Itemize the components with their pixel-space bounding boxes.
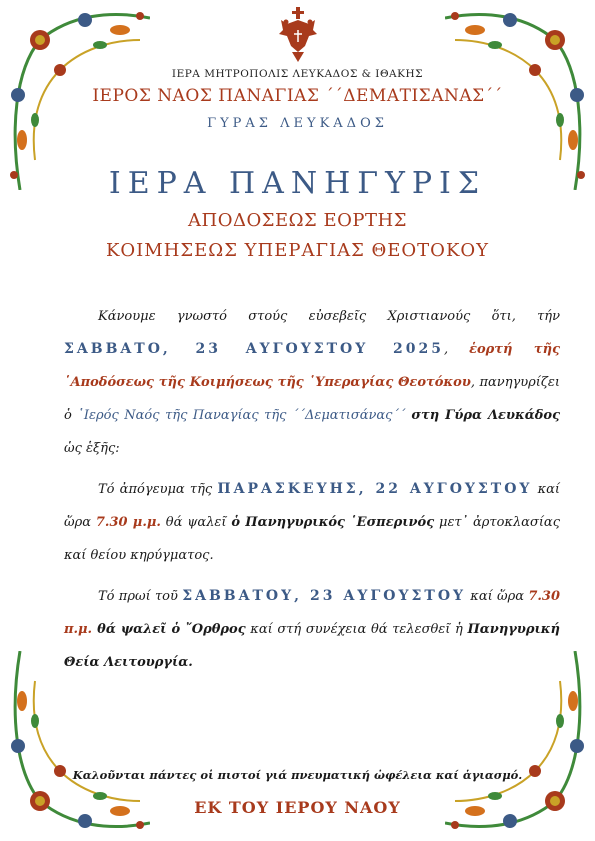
p3-time: 7.30 π.μ. bbox=[64, 589, 560, 637]
p2-text-3: θά ψαλεῖ bbox=[160, 515, 232, 530]
p1-comma: , bbox=[443, 342, 470, 357]
church-name: ΙΕΡΟΣ ΝΑΟΣ ΠΑΝΑΓΙΑΣ ΄΄ΔΕΜΑΤΙΣΑΝΑΣ΄΄ bbox=[92, 86, 503, 106]
signature: ΕΚ ΤΟΥ ΙΕΡΟΥ ΝΑΟΥ bbox=[194, 798, 401, 817]
p1-location: στη Γύρα Λευκάδος bbox=[405, 408, 560, 423]
page-title: ΙΕΡΑ ΠΑΝΗΓΥΡΙΣ bbox=[108, 166, 487, 201]
p3-liturgy: Πανηγυρική Θεία Λειτουργία. bbox=[64, 622, 561, 670]
p3-date: ΣΑΒΒΑΤΟΥ, 23 ΑΥΓΟΥΣΤΟΥ bbox=[182, 588, 467, 604]
p3-service: θά ψαλεῖ ὁ ῎Ορθρος bbox=[92, 622, 246, 637]
p3-text: Τό πρωί τοῦ bbox=[98, 589, 183, 604]
p2-time: 7.30 μ.μ. bbox=[95, 515, 161, 530]
p2-text-2: καί ὥρα bbox=[64, 482, 560, 530]
feast-title-line-1: ΑΠΟΔΟΣΕΩΣ ΕΟΡΤΗΣ bbox=[188, 210, 407, 231]
church-location: ΓΥΡΑΣ ΛΕΥΚΑΔΟΣ bbox=[207, 116, 388, 131]
p3-text-3: καί στή συνέχεια θά τελεσθεῖ ἡ bbox=[245, 622, 468, 637]
p1-text-3: ὡς ἑξῆς: bbox=[64, 441, 120, 456]
p1-text: Κάνουμε γνωστό στούς εὐσεβεῖς Χριστιανούς ὅτι, τήν bbox=[98, 309, 560, 324]
paragraph-liturgy bbox=[64, 580, 560, 679]
p1-text-2: , πανηγυρίζει ὁ bbox=[64, 375, 561, 423]
p1-church: ῾Ιερός Ναός τῆς Παναγίας τῆς ΄΄Δεματισάνας΄΄ bbox=[77, 408, 406, 423]
p1-feast: ἑορτή τῆς ῾Αποδόσεως τῆς Κοιμήσεως τῆς ῾Υπεραγίας Θεοτόκου bbox=[64, 342, 561, 390]
p2-text-4: μετ᾽ ἀρτοκλασίας καί θείου κηρύγματος. bbox=[64, 515, 560, 563]
paragraph-announcement bbox=[64, 300, 560, 465]
p2-text: Τό ἀπόγευμα τῆς bbox=[98, 482, 218, 497]
announcement-body bbox=[64, 300, 560, 687]
p3-text-2: καί ὥρα bbox=[466, 589, 529, 604]
double-headed-eagle-emblem-icon bbox=[277, 6, 319, 64]
p1-date: ΣΑΒΒΑΤΟ, 23 ΑΥΓΟΥΣΤΟΥ 2025 bbox=[64, 341, 444, 357]
closing-invitation: Καλοῦνται πάντες οἱ πιστοί γιά πνευματική ὠφέλεια καί ἁγιασμό. bbox=[72, 768, 523, 782]
metropolis-header: ΙΕΡΑ ΜΗΤΡΟΠΟΛΙΣ ΛΕΥΚΑΔΟΣ & ΙΘΑΚΗΣ bbox=[171, 68, 424, 80]
paragraph-vespers bbox=[64, 473, 560, 572]
p2-date: ΠΑΡΑΣΚΕΥΗΣ, 22 ΑΥΓΟΥΣΤΟΥ bbox=[217, 481, 533, 497]
feast-title-line-2: ΚΟΙΜΗΣΕΩΣ ΥΠΕΡΑΓΙΑΣ ΘΕΟΤΟΚΟΥ bbox=[105, 240, 490, 261]
p2-service: ὁ Πανηγυρικός ῾Εσπερινός bbox=[231, 515, 435, 530]
